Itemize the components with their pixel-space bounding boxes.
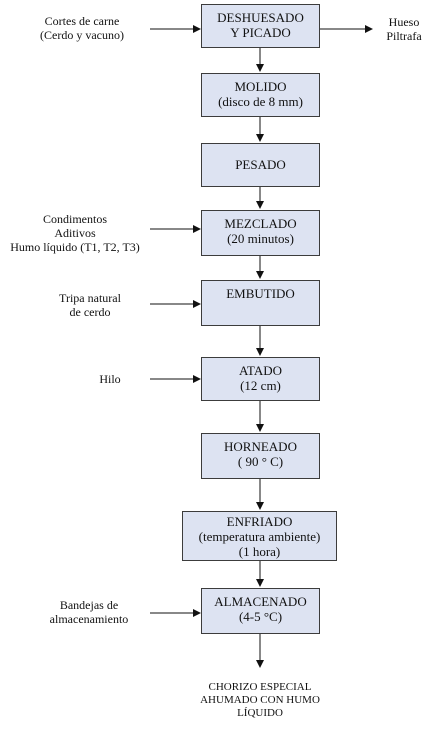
final-product-line: AHUMADO CON HUMO	[200, 694, 320, 706]
step-label: ( 90 ° C)	[237, 454, 284, 469]
output-residuos	[374, 15, 434, 43]
output-label: Hueso	[388, 15, 420, 29]
input-label: Humo líquido (T1, T2, T3)	[10, 240, 140, 254]
step-label: (temperatura ambiente)	[198, 529, 321, 544]
step-label: ENFRIADO	[226, 514, 293, 529]
step-label: PESADO	[235, 157, 286, 172]
step-label: HORNEADO	[224, 439, 297, 454]
step-label: Y PICADO	[230, 25, 291, 40]
step-label: (20 minutos)	[227, 231, 294, 246]
input-label: almacenamiento	[49, 612, 129, 626]
input-bandejas	[28, 598, 150, 626]
input-label: Bandejas de	[59, 598, 119, 612]
step-deshuesado-box	[201, 4, 320, 48]
input-label: de cerdo	[69, 305, 111, 319]
step-almacenado-box	[201, 588, 320, 634]
input-label: Cortes de carne	[44, 14, 120, 28]
input-label: Condimentos	[42, 212, 107, 226]
step-label: EMBUTIDO	[226, 286, 295, 301]
step-mezclado-box	[201, 210, 320, 256]
step-label: (disco de 8 mm)	[218, 94, 303, 109]
step-label: (4-5 °C)	[238, 609, 283, 624]
input-label: Aditivos	[54, 226, 96, 240]
step-atado-box	[201, 357, 320, 401]
step-embutido-box	[201, 280, 320, 326]
input-hilo	[80, 372, 140, 386]
input-cortes-de-carne	[14, 14, 150, 42]
input-label: Tripa natural	[59, 291, 121, 305]
final-product-label	[160, 681, 360, 720]
input-label: (Cerdo y vacuno)	[40, 28, 124, 42]
step-label: DESHUESADO	[217, 10, 304, 25]
final-product-line: CHORIZO ESPECIAL	[208, 681, 312, 693]
step-label: (1 hora)	[238, 544, 281, 559]
input-tripa-natural	[30, 291, 150, 319]
step-enfriado-box	[182, 511, 337, 561]
step-pesado-box	[201, 143, 320, 187]
input-label: Hilo	[99, 372, 121, 386]
step-label: MOLIDO	[234, 79, 287, 94]
output-label: Piltrafa	[386, 29, 422, 43]
input-condimentos	[0, 212, 150, 254]
step-label: ATADO	[238, 363, 282, 378]
step-label: ALMACENADO	[214, 594, 307, 609]
step-horneado-box	[201, 433, 320, 479]
step-label: (12 cm)	[240, 378, 281, 393]
step-label: MEZCLADO	[224, 216, 297, 231]
step-molido-box	[201, 73, 320, 117]
final-product-line: LÍQUIDO	[237, 707, 283, 719]
